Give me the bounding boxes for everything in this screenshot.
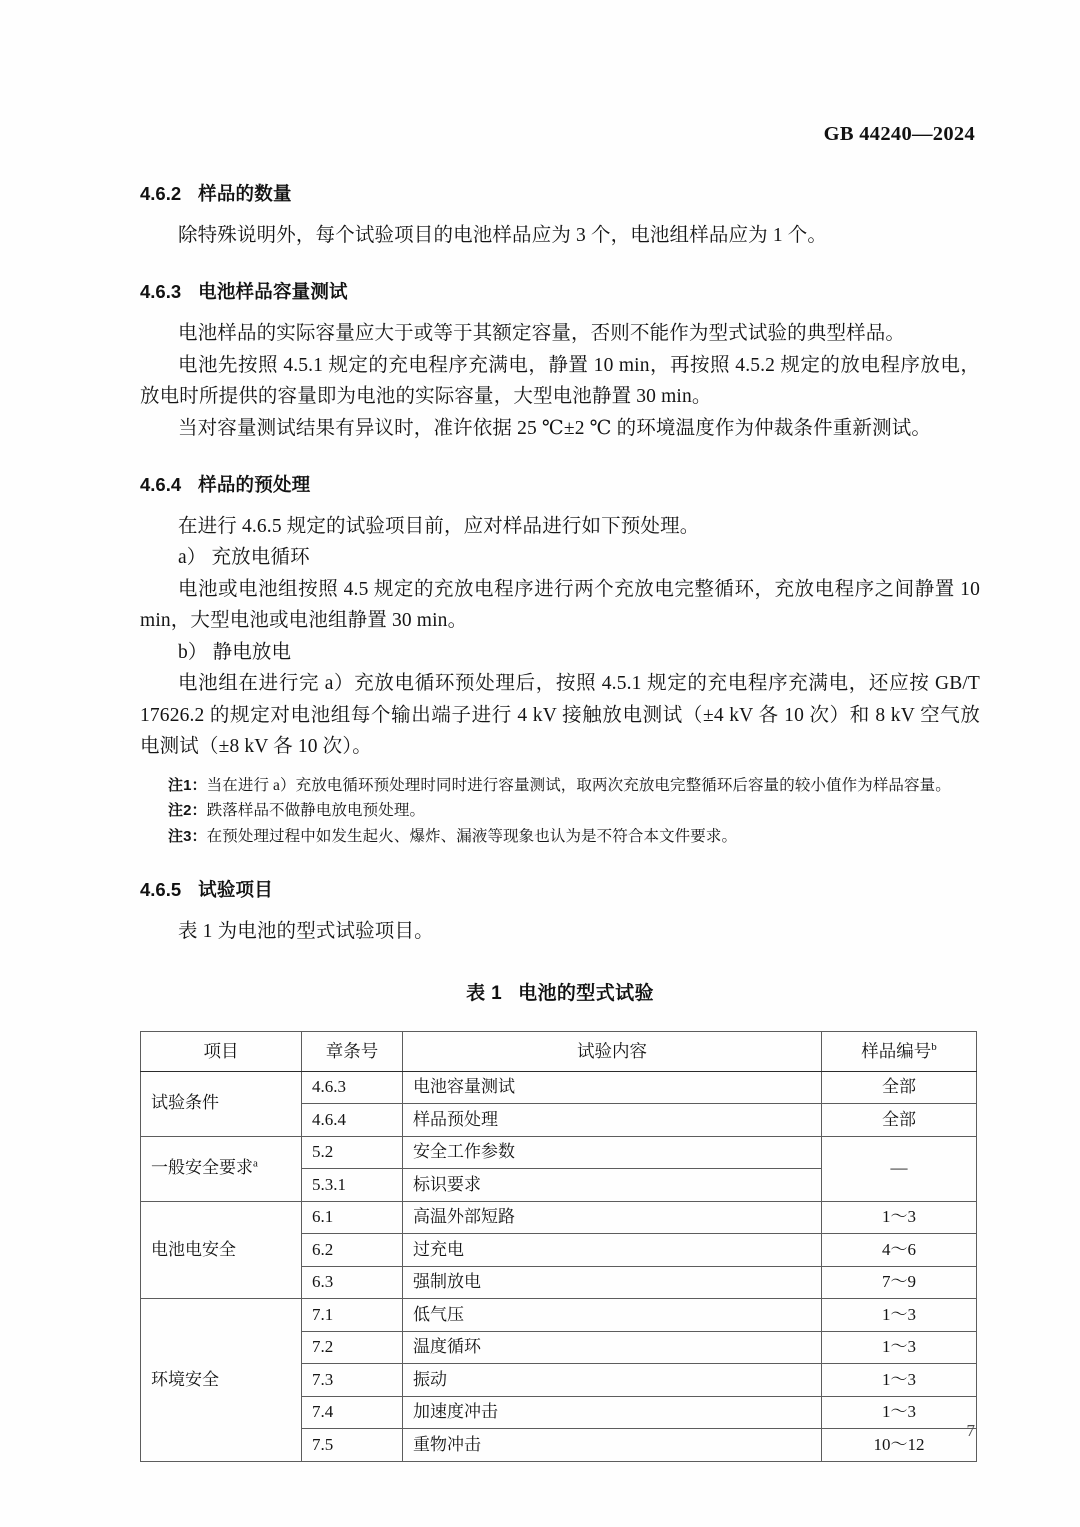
paragraph-4-6-3-3: 当对容量测试结果有异议时，准许依据 25 ℃±2 ℃ 的环境温度作为仲裁条件重新测试。 — [178, 417, 932, 439]
page-content — [140, 180, 980, 1462]
page-number: 7 — [966, 1421, 975, 1440]
heading-4-6-2-title: 样品的数量 — [198, 183, 292, 204]
paragraph-4-6-4-1: 在进行 4.6.5 规定的试验项目前，应对样品进行如下预处理。 — [178, 515, 700, 537]
table-cell-clause: 6.2 — [302, 1234, 403, 1267]
running-header-standard-number: GB 44240—2024 — [823, 123, 975, 145]
note-label: 注3： — [168, 827, 207, 845]
table-1-caption — [140, 978, 980, 1005]
table-cell-group-label: 一般安全要求 — [151, 1158, 253, 1178]
table-cell-group-name: 电池电安全 — [141, 1201, 302, 1299]
paragraph-4-6-3-2: 电池先按照 4.5.1 规定的充电程序充满电，静置 10 min，再按照 4.5.2 规定的放电程序放电，放电时所提供的容量即为电池的实际容量，大型电池静置 30 min。 — [140, 354, 980, 407]
list-item-a-label: a） 充放电循环 — [178, 547, 310, 569]
table-cell-clause: 5.3.1 — [302, 1169, 403, 1202]
table-cell-clause: 7.1 — [302, 1299, 403, 1332]
table-cell-sample: — — [822, 1136, 977, 1201]
table-row — [141, 1071, 977, 1104]
note-item — [140, 773, 980, 799]
heading-4-6-3-title: 电池样品容量测试 — [198, 281, 348, 303]
table-cell-content: 强制放电 — [403, 1266, 822, 1299]
table-cell-clause: 6.1 — [302, 1201, 403, 1234]
note-text: 当在进行 a）充放电循环预处理时同时进行容量测试，取两次充放电完整循环后容量的较小值作为样品容量。 — [206, 776, 951, 794]
footnote-marker-b: b — [931, 1040, 937, 1053]
heading-4-6-5-number: 4.6.5 — [140, 879, 182, 901]
table-cell-content: 标识要求 — [403, 1169, 822, 1202]
heading-4-6-4-number: 4.6.4 — [140, 474, 182, 495]
list-item-a-text: 电池或电池组按照 4.5 规定的充放电程序进行两个充放电完整循环，充放电程序之间静置 10 min，大型电池或电池组静置 30 min。 — [140, 578, 980, 632]
table-cell-clause: 4.6.3 — [302, 1071, 403, 1104]
table-cell-content: 安全工作参数 — [403, 1136, 822, 1169]
paragraph-4-6-5-1: 表 1 为电池的型式试验项目。 — [178, 921, 434, 942]
table-header-sample — [822, 1031, 977, 1071]
table-1-wrapper — [140, 1031, 980, 1462]
heading-4-6-4 — [140, 471, 980, 499]
table-cell-sample: 1～3 — [822, 1396, 977, 1429]
table-cell-group-name: 试验条件 — [141, 1071, 302, 1136]
heading-4-6-5-title: 试验项目 — [198, 879, 273, 901]
table-cell-group-name: 环境安全 — [141, 1299, 302, 1462]
note-item — [140, 824, 980, 850]
table-cell-content: 过充电 — [403, 1234, 822, 1267]
list-item-b-label: b） 静电放电 — [178, 641, 292, 663]
heading-4-6-4-title: 样品的预处理 — [198, 474, 311, 495]
table-1-caption-number: 表 1 — [466, 982, 503, 1004]
table-cell-group-name — [141, 1136, 302, 1201]
paragraph-4-6-2-1: 除特殊说明外，每个试验项目的电池样品应为 3 个，电池组样品应为 1 个。 — [178, 224, 828, 246]
table-cell-clause: 7.2 — [302, 1331, 403, 1364]
table-cell-sample: 全部 — [822, 1104, 977, 1137]
note-text: 在预处理过程中如发生起火、爆炸、漏液等现象也认为是不符合本文件要求。 — [206, 827, 738, 845]
table-cell-clause: 5.2 — [302, 1136, 403, 1169]
table-cell-content: 振动 — [403, 1364, 822, 1397]
table-1-head — [141, 1031, 977, 1071]
note-text: 跌落样品不做静电放电预处理。 — [206, 802, 426, 820]
table-row — [141, 1201, 977, 1234]
table-header-content: 试验内容 — [403, 1031, 822, 1071]
table-cell-sample: 1～3 — [822, 1331, 977, 1364]
table-cell-content: 重物冲击 — [403, 1429, 822, 1462]
note-label: 注1： — [168, 776, 207, 794]
table-cell-sample: 1～3 — [822, 1299, 977, 1332]
note-item — [140, 798, 980, 824]
table-cell-content: 低气压 — [403, 1299, 822, 1332]
table-1-caption-title: 电池的型式试验 — [518, 978, 654, 1005]
heading-4-6-3 — [140, 278, 980, 306]
heading-4-6-2 — [140, 180, 980, 208]
table-1-body — [141, 1071, 977, 1461]
table-header-item: 项目 — [141, 1031, 302, 1071]
table-cell-clause: 7.4 — [302, 1396, 403, 1429]
footnote-marker-a: a — [253, 1157, 258, 1170]
table-1-type-test — [140, 1031, 977, 1462]
table-cell-sample: 全部 — [822, 1071, 977, 1104]
table-cell-content: 温度循环 — [403, 1331, 822, 1364]
table-cell-sample: 10～12 — [822, 1429, 977, 1462]
table-cell-clause: 7.5 — [302, 1429, 403, 1462]
table-cell-sample: 4～6 — [822, 1234, 977, 1267]
heading-4-6-2-number: 4.6.2 — [140, 183, 182, 204]
table-cell-clause: 4.6.4 — [302, 1104, 403, 1137]
table-cell-content: 加速度冲击 — [403, 1396, 822, 1429]
list-item-b-text: 电池组在进行完 a）充放电循环预处理后，按照 4.5.1 规定的充电程序充满电，还应按 GB/T 17626.2 的规定对电池组每个输出端子进行 4 kV 接触放电测试（±4 kV 各 10 次）和 8 kV 空气放电测试（±8 kV 各 10 次）。 — [140, 673, 980, 758]
heading-4-6-3-number: 4.6.3 — [140, 281, 182, 303]
table-cell-sample: 7～9 — [822, 1266, 977, 1299]
heading-4-6-5 — [140, 876, 980, 904]
table-cell-clause: 7.3 — [302, 1364, 403, 1397]
table-header-clause: 章条号 — [302, 1031, 403, 1071]
table-header-sample-label: 样品编号 — [861, 1040, 932, 1061]
notes-list — [140, 773, 980, 850]
table-cell-clause: 6.3 — [302, 1266, 403, 1299]
table-row — [141, 1136, 977, 1169]
table-cell-content: 电池容量测试 — [403, 1071, 822, 1104]
note-label: 注2： — [168, 802, 207, 820]
table-cell-sample: 1～3 — [822, 1201, 977, 1234]
table-header-row — [141, 1031, 977, 1071]
table-cell-content: 高温外部短路 — [403, 1201, 822, 1234]
paragraph-4-6-3-1: 电池样品的实际容量应大于或等于其额定容量，否则不能作为型式试验的典型样品。 — [178, 323, 906, 344]
table-row — [141, 1299, 977, 1332]
table-cell-sample: 1～3 — [822, 1364, 977, 1397]
table-cell-content: 样品预处理 — [403, 1104, 822, 1137]
